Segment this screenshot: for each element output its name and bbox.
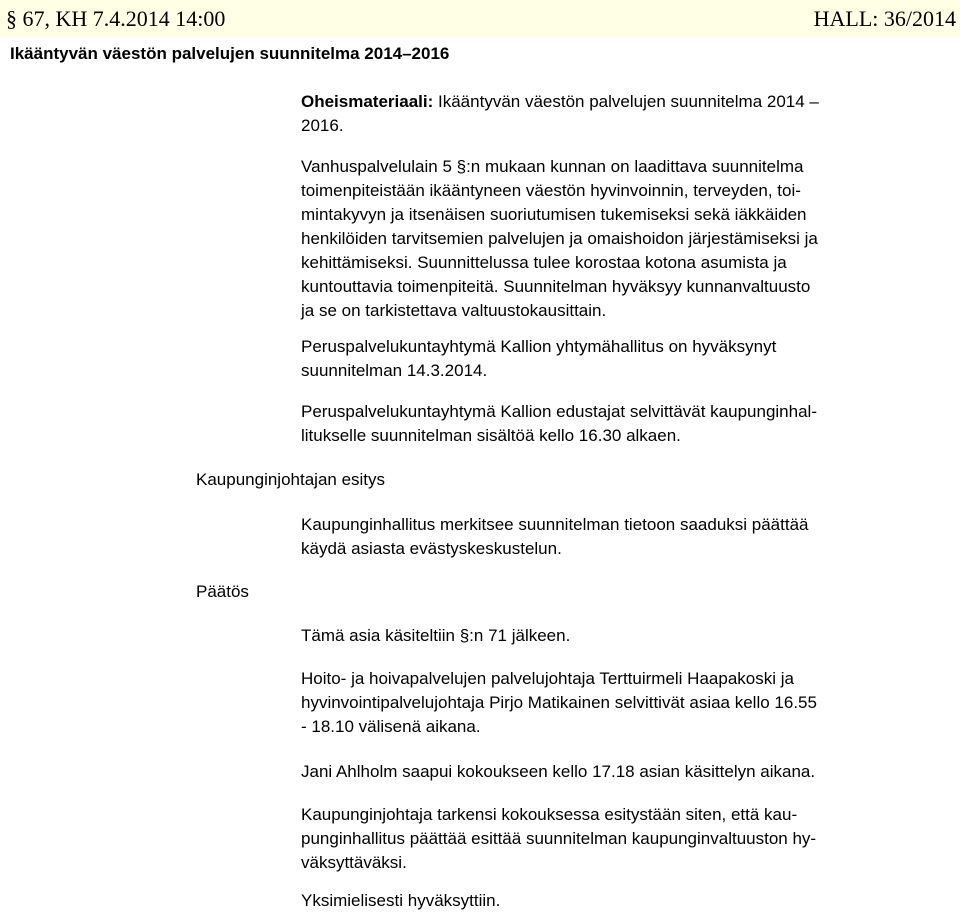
text-line: kehittämiseksi. Suunnittelussa tulee korostaa kotona asumista ja <box>301 253 787 272</box>
attachment-text-cont: 2016. <box>301 116 344 135</box>
decision-presenters-paragraph <box>301 667 817 739</box>
decision-arrival-paragraph <box>301 760 815 784</box>
decision-order-paragraph <box>301 624 570 648</box>
text-line: Yksimielisesti hyväksyttiin. <box>301 891 501 910</box>
text-line: kuntouttavia toimenpiteitä. Suunnitelman hyväksyy kunnanvaltuusto <box>301 277 811 296</box>
text-line: Kaupunginjohtaja tarkensi kokouksessa esitystään siten, että kau- <box>301 805 798 824</box>
text-line: toimenpiteistään ikääntyneen väestön hyvinvoinnin, terveyden, toi- <box>301 181 801 200</box>
text-line: henkilöiden tarvitsemien palvelujen ja omaishoidon järjestämiseksi ja <box>301 229 818 248</box>
text-line: Vanhuspalvelulain 5 §:n mukaan kunnan on laadittava suunnitelma <box>301 157 804 176</box>
law-paragraph <box>301 155 818 323</box>
text-line: Jani Ahlholm saapui kokoukseen kello 17.18 asian käsittelyn aikana. <box>301 762 816 781</box>
proposal-label: Kaupunginjohtajan esitys <box>196 470 386 489</box>
text-line: Peruspalvelukuntayhtymä Kallion edustajat selvittävät kaupunginhal- <box>301 402 817 421</box>
text-line: Kaupunginhallitus merkitsee suunnitelman tietoon saaduksi päättää <box>301 515 809 534</box>
text-line: väksyttäväksi. <box>301 853 407 872</box>
attachment-label: Oheismateriaali: <box>301 92 434 111</box>
text-line: hyvinvointipalvelujohtaja Pirjo Matikainen selvittivät asiaa kello 16.55 <box>301 693 817 712</box>
text-line: punginhallitus päättää esittää suunnitelman kaupunginvaltuuston hy- <box>301 829 817 848</box>
section-reference: § 67, KH 7.4.2014 14:00 <box>6 6 226 31</box>
text-line: Tämä asia käsiteltiin §:n 71 jälkeen. <box>301 626 571 645</box>
decision-label: Päätös <box>196 582 249 601</box>
text-line: litukselle suunnitelman sisältöä kello 16.30 alkaen. <box>301 426 681 445</box>
text-line: suunnitelman 14.3.2014. <box>301 361 488 380</box>
hall-number: HALL: 36/2014 <box>813 6 956 31</box>
decision-proposal-change-paragraph <box>301 803 816 875</box>
text-line: käydä asiasta evästyskeskustelun. <box>301 539 562 558</box>
text-line: ja se on tarkistettava valtuustokausittain. <box>301 301 607 320</box>
text-line: mintakyvyn ja itsenäisen suoriutumisen tukemiseksi sekä iäkkäiden <box>301 205 807 224</box>
attachment-text: Ikääntyvän väestön palvelujen suunnitelma 2014 – <box>433 92 819 111</box>
document-header-bar <box>0 0 960 37</box>
proposal-paragraph <box>301 513 809 561</box>
text-line: Peruspalvelukuntayhtymä Kallion yhtymähallitus on hyväksynyt <box>301 337 777 356</box>
text-line: - 18.10 välisenä aikana. <box>301 717 481 736</box>
text-line: Hoito- ja hoivapalvelujen palvelujohtaja Terttuirmeli Haapakoski ja <box>301 669 794 688</box>
approval-paragraph <box>301 335 776 383</box>
attachment-paragraph <box>301 90 819 138</box>
presentation-paragraph <box>301 400 817 448</box>
document-title: Ikääntyvän väestön palvelujen suunnitelma 2014–2016 <box>10 44 450 63</box>
decision-result-paragraph <box>301 889 500 913</box>
